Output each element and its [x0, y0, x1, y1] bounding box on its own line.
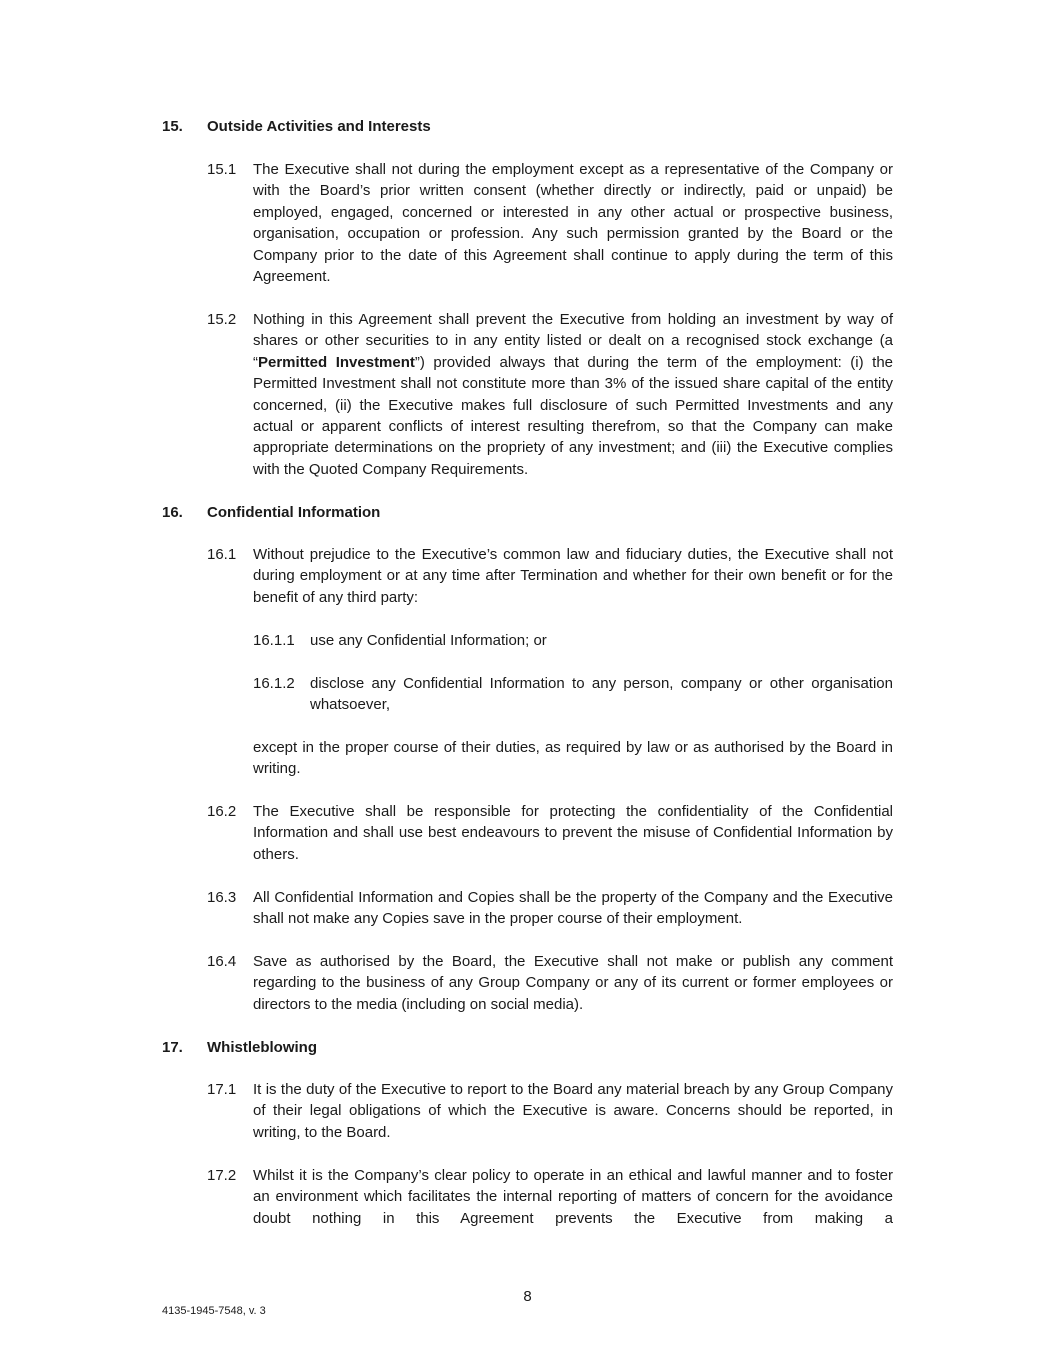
clause-text-part-a: Nothing in this Agreement shall prevent the Executive from holding an investment by way of shares or other securities to in any entity listed or dealt on a recognised stock exchange (a “: [253, 311, 893, 371]
clause-number: 17.1: [207, 1081, 237, 1098]
clause-16-1: [207, 544, 893, 608]
section-heading-16: [162, 502, 893, 523]
clause-text: Whilst it is the Company’s clear policy to operate in an ethical and lawful manner and to foster an environment which facilitates the internal reporting of matters of concern for the avoidance doubt nothing in this Agreement prevents the Executive from making a: [253, 1167, 893, 1227]
document-reference: 4135-1945-7548, v. 3: [162, 1305, 266, 1317]
section-heading-15: [162, 116, 893, 137]
clause-number: 16.3: [207, 889, 237, 906]
clause-16-1-tail: except in the proper course of their duties, as required by law or as authorised by the Board in writing.: [253, 739, 893, 778]
clause-text: The Executive shall not during the employment except as a representative of the Company or with the Board’s prior written consent (whether directly or indirectly, paid or unpaid) be employed, engaged, concerned or interested in any other actual or prospective business, organisation, occupation or profession. Any such permission granted by the Board or the Company prior to the date of this Agreement shall continue to apply during the term of this Agreement.: [253, 161, 893, 286]
defined-term: Permitted Investment: [258, 353, 415, 371]
section-number: 16.: [162, 504, 183, 521]
section-heading-17: [162, 1037, 893, 1058]
clause-text: Without prejudice to the Executive’s common law and fiduciary duties, the Executive shall not during employment or at any time after Termination and whether for their own benefit or for the benefit of any third party:: [253, 546, 893, 606]
clause-number: 16.1: [207, 546, 237, 563]
clause-text: Save as authorised by the Board, the Executive shall not make or publish any comment regarding to the business of any Group Company or any of its current or former employees or directors to the media (including on social media).: [253, 953, 893, 1013]
clause-number: 15.1: [207, 161, 237, 178]
section-title: Confidential Information: [207, 504, 381, 521]
clause-text: [253, 309, 893, 480]
section-number: 17.: [162, 1039, 183, 1056]
subclause-number: 16.1.2: [253, 675, 295, 692]
clause-number: 16.2: [207, 803, 237, 820]
clause-number: 17.2: [207, 1167, 237, 1184]
subclause-16-1-2: [253, 673, 893, 716]
clause-text-part-b: ”) provided always that during the term of the employment: (i) the Permitted Investment shall not constitute more than 3% of the issued share capital of the entity concerned, (ii) the Executive makes full disclosure of such Permitted Investments and any actual or apparent conflicts of interest resulting therefrom, so that the Company can make appropriate determinations on the propriety of any investment; and (iii) the Executive complies with the Quoted Company Requirements.: [253, 353, 893, 478]
clause-text: It is the duty of the Executive to report to the Board any material breach by any Group Company of their legal obligations of which the Executive is aware. Concerns should be reported, in writing, to the Board.: [253, 1081, 893, 1141]
clause-16-2: [207, 801, 893, 865]
clause-16-3: [207, 887, 893, 930]
section-title: Outside Activities and Interests: [207, 118, 431, 135]
clause-17-1: [207, 1079, 893, 1143]
section-title: Whistleblowing: [207, 1039, 317, 1056]
clause-15-1: [207, 159, 893, 287]
subclause-text: disclose any Confidential Information to any person, company or other organisation whatsoever,: [310, 675, 893, 714]
clause-15-2: [207, 309, 893, 480]
subclause-16-1-1: [253, 630, 893, 651]
clause-16-4: [207, 951, 893, 1015]
clause-text: The Executive shall be responsible for protecting the confidentiality of the Confidential Information and shall use best endeavours to prevent the misuse of Confidential Information by others.: [253, 803, 893, 863]
clause-number: 16.4: [207, 953, 237, 970]
clause-number: 15.2: [207, 311, 237, 328]
subclause-number: 16.1.1: [253, 632, 295, 649]
subclause-text: use any Confidential Information; or: [310, 632, 547, 649]
section-number: 15.: [162, 118, 183, 135]
page-number: 8: [523, 1288, 532, 1305]
clause-17-2: [207, 1165, 893, 1229]
clause-text: All Confidential Information and Copies shall be the property of the Company and the Executive shall not make any Copies save in the proper course of their employment.: [253, 889, 893, 928]
